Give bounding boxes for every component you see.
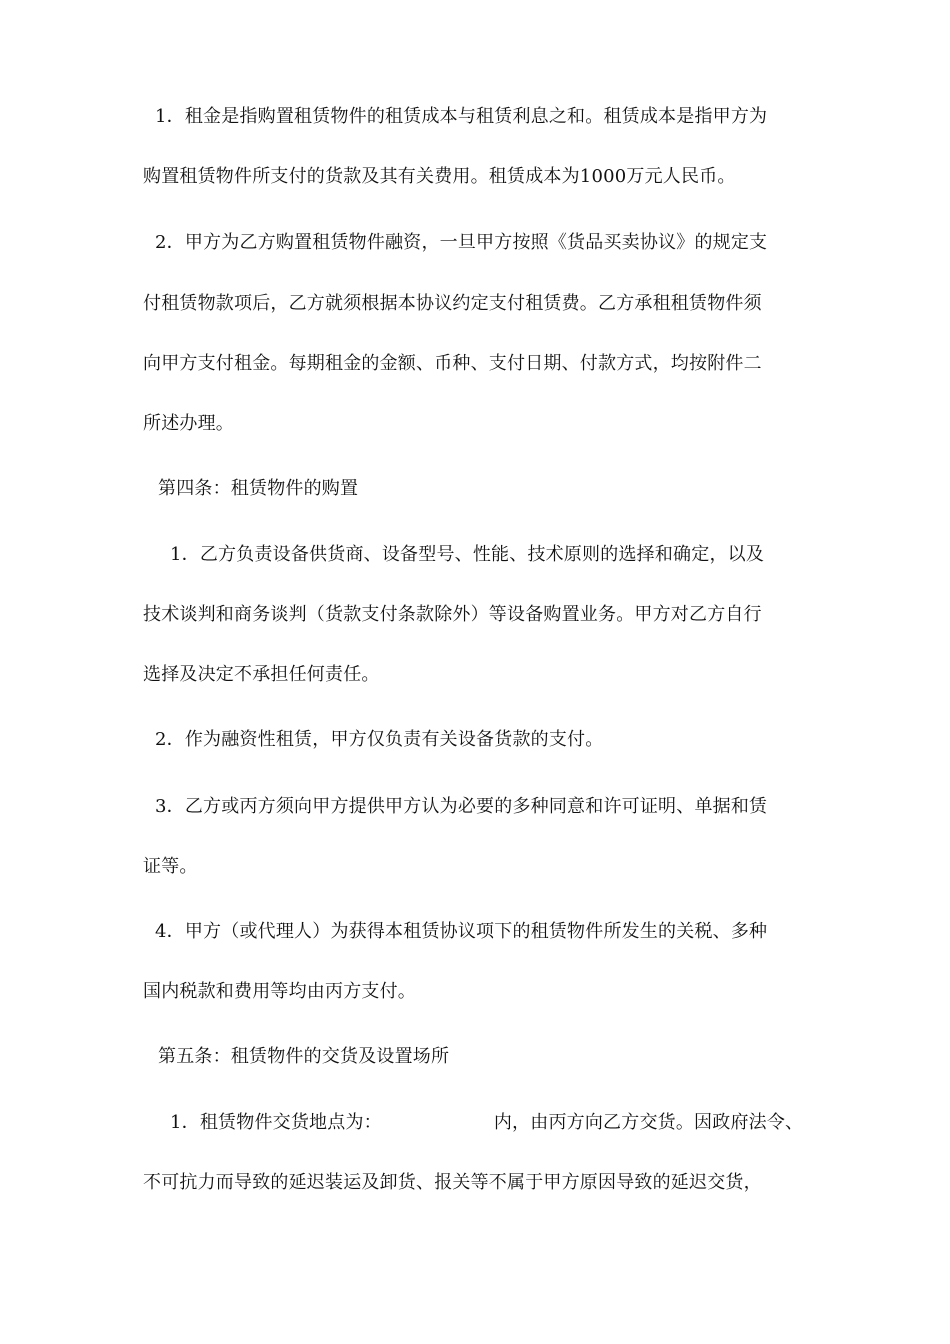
paragraph-line: 向甲方支付租金。每期租金的金额、币种、支付日期、付款方式，均按附件二 [143, 353, 762, 374]
paragraph-line: 付租赁物款项后，乙方就须根据本协议约定支付租赁费。乙方承租租赁物件须 [143, 293, 762, 314]
paragraph-text: 内，由丙方向乙方交货。因政府法令、 [493, 1112, 804, 1133]
paragraph-line: 4．甲方（或代理人）为获得本租赁协议项下的租赁物件所发生的关税、多种 [155, 921, 768, 942]
paragraph-line: 国内税款和费用等均由丙方支付。 [143, 981, 416, 1002]
paragraph-line: 购置租赁物件所支付的货款及其有关费用。租赁成本为1000万元人民币。 [143, 166, 736, 187]
paragraph-line: 技术谈判和商务谈判（货款支付条款除外）等设备购置业务。甲方对乙方自行 [143, 604, 762, 625]
paragraph-text: 1．租赁物件交货地点为： [170, 1112, 382, 1133]
paragraph-line: 3．乙方或丙方须向甲方提供甲方认为必要的多种同意和许可证明、单据和赁 [155, 796, 768, 817]
paragraph-line: 1．乙方负责设备供货商、设备型号、性能、技术原则的选择和确定，以及 [170, 544, 765, 565]
paragraph-line: 2．作为融资性租赁，甲方仅负责有关设备货款的支付。 [155, 729, 604, 750]
section-heading: 第五条：租赁物件的交货及设置场所 [158, 1046, 450, 1067]
paragraph-line: 选择及决定不承担任何责任。 [143, 664, 380, 685]
paragraph-line-with-blank [170, 1111, 820, 1135]
paragraph-line: 2．甲方为乙方购置租赁物件融资，一旦甲方按照《货品买卖协议》的规定支 [155, 232, 768, 253]
paragraph-line: 证等。 [143, 856, 198, 877]
paragraph-line: 1．租金是指购置租赁物件的租赁成本与租赁利息之和。租赁成本是指甲方为 [155, 106, 768, 127]
paragraph-line: 所述办理。 [143, 413, 234, 434]
section-heading: 第四条：租赁物件的购置 [158, 478, 359, 499]
paragraph-line: 不可抗力而导致的延迟装运及卸货、报关等不属于甲方原因导致的延迟交货， [143, 1172, 762, 1193]
